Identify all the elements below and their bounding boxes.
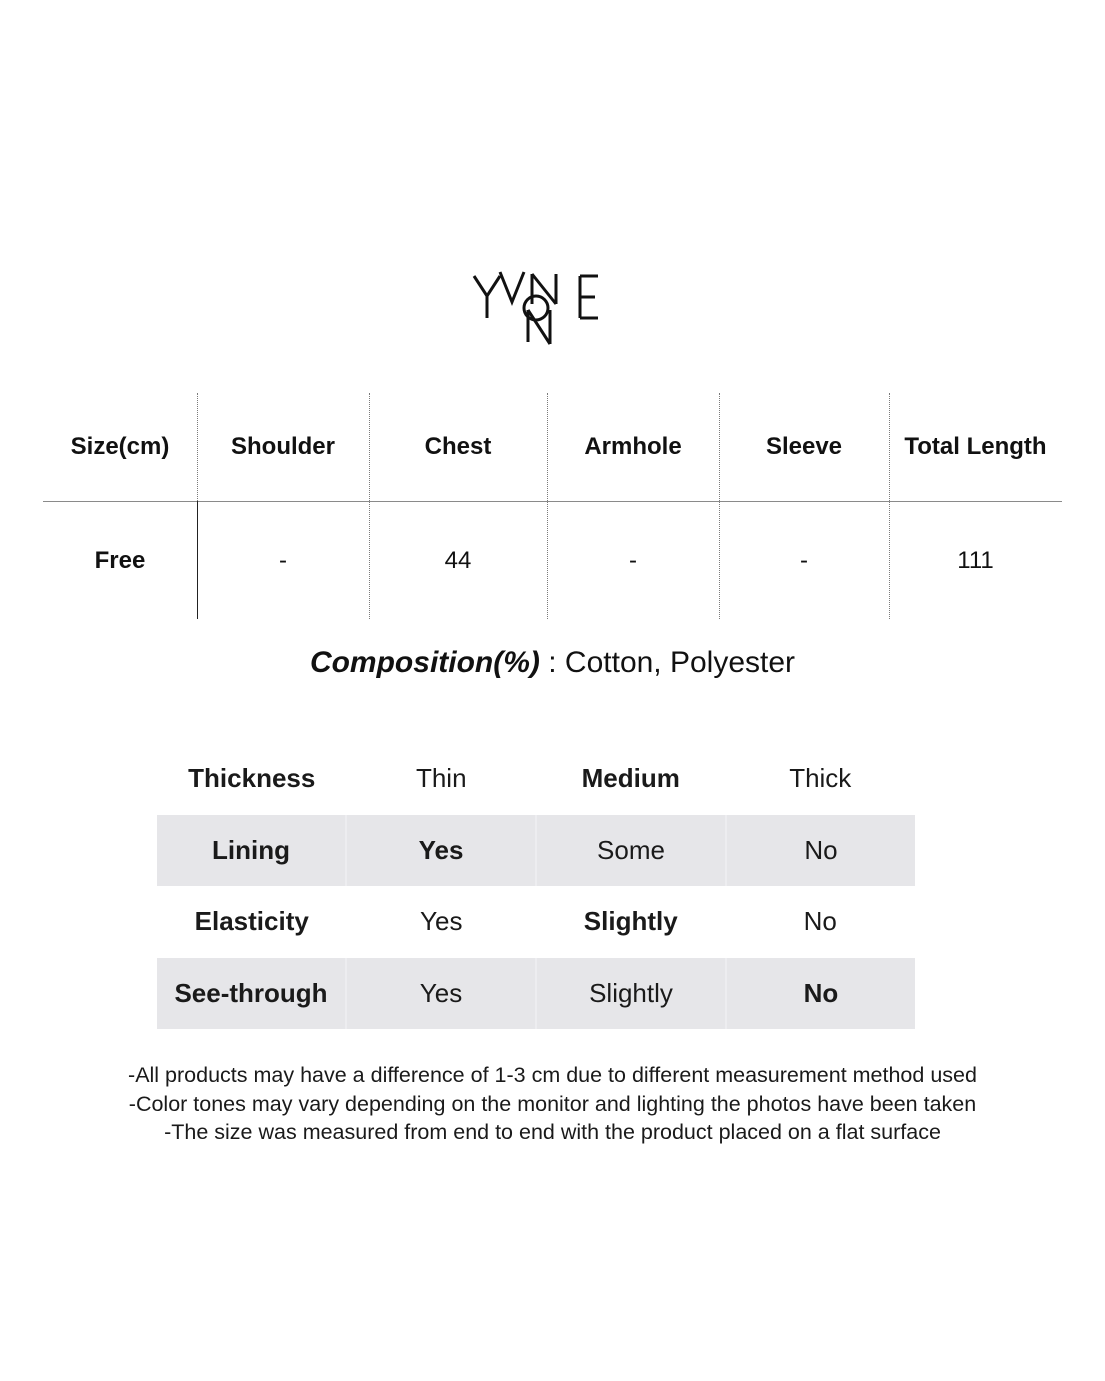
header-total-length: Total Length bbox=[904, 433, 1047, 460]
attribute-option: Some bbox=[537, 815, 727, 887]
column-divider bbox=[369, 393, 370, 619]
attribute-option-selected: Yes bbox=[347, 815, 537, 887]
cell-armhole: - bbox=[629, 547, 637, 574]
note-line: -All products may have a difference of 1-3 cm due to different measurement method used bbox=[128, 1063, 977, 1087]
column-divider bbox=[197, 393, 198, 501]
header-armhole: Armhole bbox=[584, 433, 682, 460]
header-size: Size(cm) bbox=[70, 433, 170, 460]
composition-label: Composition(%) bbox=[309, 646, 540, 679]
attribute-name: Lining bbox=[157, 815, 347, 887]
attribute-name: Thickness bbox=[188, 763, 316, 794]
attribute-option: Thin bbox=[415, 763, 467, 794]
note-line: -Color tones may vary depending on the monitor and lighting the photos have been taken bbox=[128, 1091, 977, 1116]
composition-separator: : bbox=[539, 646, 565, 679]
brand-logo bbox=[470, 262, 604, 350]
attribute-option-selected: Slightly bbox=[583, 906, 678, 937]
attribute-name: See-through bbox=[157, 958, 347, 1030]
attribute-option: Thick bbox=[789, 763, 852, 794]
composition-value: Cotton, Polyester bbox=[564, 646, 796, 679]
attribute-option: Yes bbox=[420, 906, 463, 937]
cell-size: Free bbox=[94, 547, 146, 574]
header-divider bbox=[43, 501, 1062, 502]
size-table-header-row bbox=[43, 393, 1062, 501]
attribute-option: Yes bbox=[347, 958, 537, 1030]
measurement-notes bbox=[0, 1061, 1105, 1147]
cell-sleeve: - bbox=[800, 547, 808, 574]
composition-line bbox=[0, 646, 1105, 680]
header-chest: Chest bbox=[424, 433, 492, 460]
attribute-option-selected: No bbox=[803, 977, 839, 1008]
fabric-attributes-table bbox=[157, 743, 915, 1029]
size-table-row bbox=[43, 503, 1062, 619]
cell-shoulder: - bbox=[279, 547, 287, 574]
attribute-option-selected: Medium bbox=[581, 763, 680, 794]
attribute-option: No bbox=[803, 906, 837, 937]
column-divider bbox=[719, 393, 720, 619]
header-sleeve: Sleeve bbox=[765, 433, 843, 460]
note-line: -The size was measured from end to end with the product placed on a flat surface bbox=[164, 1120, 941, 1144]
attribute-option: No bbox=[804, 834, 838, 865]
column-divider bbox=[889, 393, 890, 619]
column-divider bbox=[197, 501, 198, 619]
attribute-row-see-through bbox=[157, 958, 915, 1030]
attribute-name: Elasticity bbox=[194, 906, 309, 937]
cell-chest: 44 bbox=[444, 547, 472, 574]
attribute-row-elasticity bbox=[157, 886, 915, 958]
header-shoulder: Shoulder bbox=[230, 433, 335, 460]
cell-total-length: 111 bbox=[957, 547, 994, 574]
attribute-option: Slightly bbox=[537, 958, 727, 1030]
attribute-row-thickness bbox=[157, 743, 915, 815]
size-table bbox=[43, 393, 1062, 619]
attribute-row-lining bbox=[157, 815, 915, 887]
column-divider bbox=[547, 393, 548, 619]
